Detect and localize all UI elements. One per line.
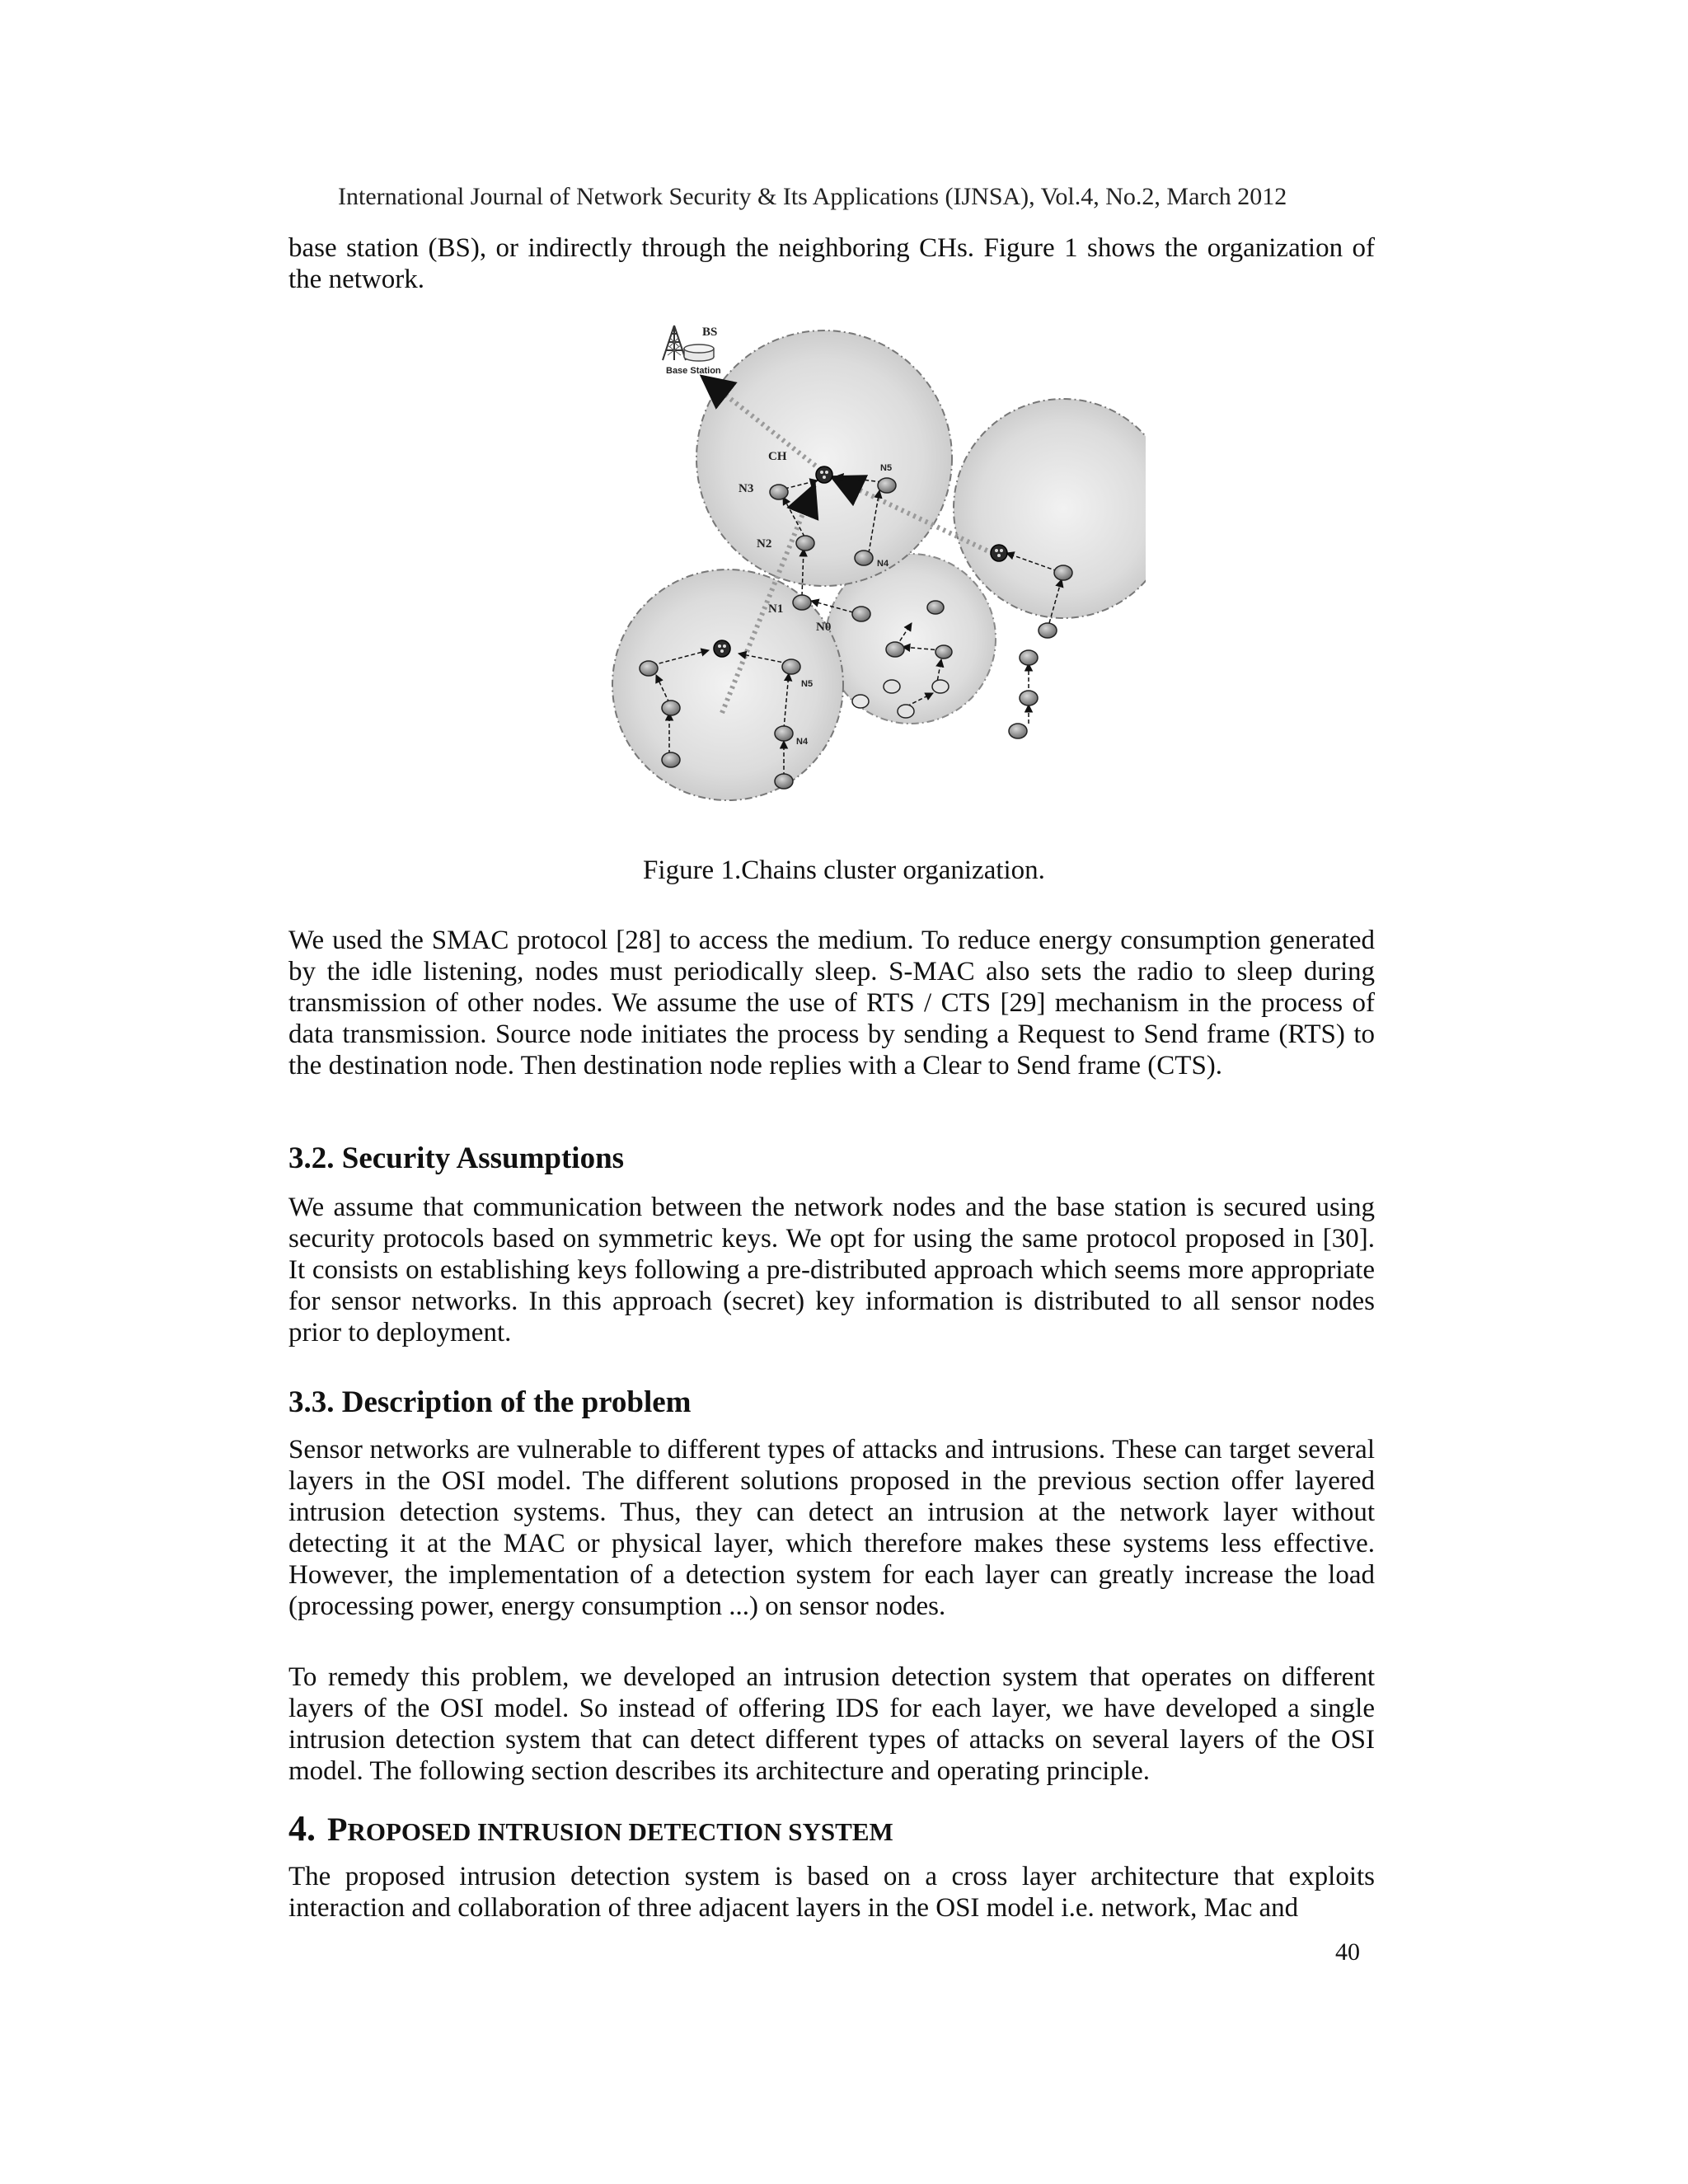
label-n0: N0 bbox=[816, 621, 832, 634]
section-3-3-body-2: To remedy this problem, we developed an intrusion detection system that operates on different layers of the OSI model. So instead of offering IDS for each layer, we have developed a single intrusion detection system that can detect different types of attacks on several layers of the OSI model. The following section describes its architecture and operating principle. bbox=[288, 1662, 1375, 1786]
section-3-3-body-1: Sensor networks are vulnerable to different types of attacks and intrusions. These can target several layers in the OSI model. The different solutions proposed in the previous section offer layered intrusion detection systems. Thus, they can detect an intrusion at the network layer without detecting it at the MAC or physical layer, which therefore makes these systems less effective. However, the implementation of a detection system for each layer can greatly increase the load (processing power, energy consumption ...) on sensor nodes. bbox=[288, 1435, 1375, 1621]
label-n1: N1 bbox=[768, 602, 784, 616]
section-4-title bbox=[288, 1807, 893, 1849]
label-n4-top: N4 bbox=[877, 559, 889, 569]
section-4-number: 4. bbox=[288, 1808, 316, 1849]
cluster-top bbox=[696, 330, 952, 586]
page-number: 40 bbox=[1335, 1938, 1360, 1966]
label-n4-left: N4 bbox=[796, 737, 809, 747]
journal-header: International Journal of Network Security & Its Applications (IJNSA), Vol.4, No.2, March 2012 bbox=[338, 183, 1287, 210]
section-4-title-initial: P bbox=[327, 1811, 348, 1848]
label-n3: N3 bbox=[738, 482, 754, 495]
section-3-2-title: 3.2. Security Assumptions bbox=[288, 1141, 625, 1175]
label-ch: CH bbox=[768, 450, 787, 463]
label-n5-left: N5 bbox=[801, 679, 814, 689]
paragraph-smac: We used the SMAC protocol [28] to access the medium. To reduce energy consumption generated by the idle listening, nodes must periodically sleep. S-MAC also sets the radio to sleep during transmission of other nodes. We assume the use of RTS / CTS [29] mechanism in the process of data transmission. Source node initiates the process by sending a Request to Send frame (RTS) to the destination node. Then destination node replies with a Clear to Send frame (CTS). bbox=[288, 926, 1375, 1080]
figure-network-diagram bbox=[577, 309, 1146, 837]
section-3-3-title: 3.3. Description of the problem bbox=[288, 1385, 692, 1419]
label-base-station: Base Station bbox=[666, 366, 721, 376]
cluster-right bbox=[954, 399, 1146, 618]
figure-caption: Figure 1.Chains cluster organization. bbox=[643, 855, 1045, 885]
label-n5-top: N5 bbox=[880, 463, 893, 473]
section-3-2-body: We assume that communication between the network nodes and the base station is secured using security protocols based on symmetric keys. We opt for using the same protocol proposed in [30]. It consists on establishing keys following a pre-distributed approach which seems more appropriate for sensor networks. In this approach (secret) key information is distributed to all sensor nodes prior to deployment. bbox=[288, 1193, 1375, 1347]
section-4-title-rest: ROPOSED INTRUSION DETECTION SYSTEM bbox=[347, 1817, 893, 1846]
intro-paragraph: base station (BS), or indirectly through the neighboring CHs. Figure 1 shows the organization of the network. bbox=[288, 233, 1375, 294]
label-n2: N2 bbox=[757, 537, 772, 551]
section-4-body: The proposed intrusion detection system is based on a cross layer architecture that exploits interaction and collaboration of three adjacent layers in the OSI model i.e. network, Mac and bbox=[288, 1862, 1375, 1923]
label-bs: BS bbox=[702, 326, 718, 339]
